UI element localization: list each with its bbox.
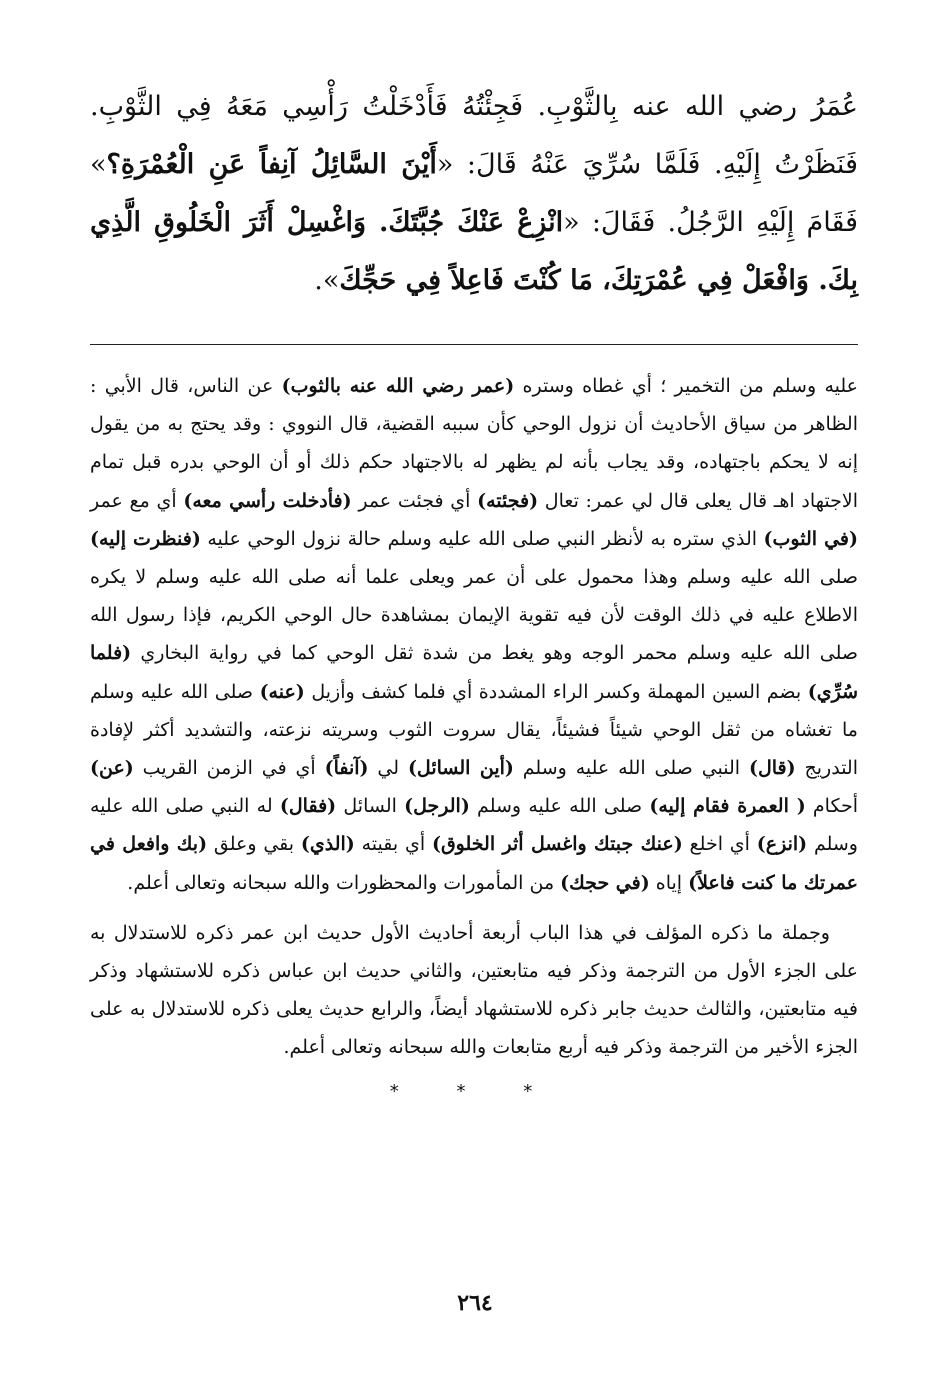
commentary-1-run-4: أي فجئت عمر (351, 489, 478, 512)
hadith-run-4: ». (314, 265, 340, 296)
commentary-1-run-19: (آنفاً) (324, 757, 369, 780)
commentary-1-run-38: من المأمورات والمحظورات والله سبحانه وتعالى أعلم. (127, 871, 561, 894)
commentary-1-run-25: (الرجل) (404, 795, 470, 818)
page-content (90, 78, 858, 1102)
hadith-run-2: » فَقَامَ إِلَيْهِ الرَّجُلُ. فَقَالَ: « (90, 149, 859, 238)
commentary-1-run-8: الذي ستره به لأنظر النبي صلى الله عليه وسلم حالة نزول الوحي عليه (200, 527, 764, 550)
commentary-1-run-27: (فقال) (279, 795, 337, 818)
commentary-1-run-17: (أين السائل) (407, 757, 514, 780)
commentary-1-run-13: (عنه) (259, 680, 305, 703)
hadith-run-3: انْزِعْ عَنْكَ جُبَّتَكَ. وَاغْسِلْ أَثَرَ الْخَلُوقِ الَّذِي بِكَ. وَافْعَلْ فِي عُمْرَتِكَ، مَا كُنْتَ فَاعِلاً فِي حَجِّكَ (90, 207, 858, 296)
commentary-1-run-23: ( العمرة فقام إليه) (649, 795, 806, 818)
hadith-run-1: أَيْنَ السَّائِلُ آنِفاً عَنِ الْعُمْرَةِ؟ (106, 149, 437, 180)
hadith-text (90, 78, 858, 310)
commentary-paragraph-1 (90, 367, 858, 902)
commentary-1-run-20: أي في الزمن القريب (133, 757, 325, 780)
commentary-1-run-11: (فلما سُرِّي) (90, 642, 859, 703)
commentary-1-run-29: (انزع) (756, 833, 808, 856)
hadith-run-0: عُمَرُ رضي الله عنه بِالثَّوْبِ. فَجِئْتُهُ فَأَدْخَلْتُ رَأْسِي مَعَهُ فِي الثَّوْبِ. فَنَظَرْتُ إِلَيْهِ. فَلَمَّا سُرِّيَ عَنْهُ قَالَ: « (90, 91, 858, 180)
commentary-1-run-7: (في الثوب) (763, 527, 858, 550)
commentary-1-run-12: بضم السين المهملة وكسر الراء المشددة أي فلما كشف وأزيل (304, 680, 808, 703)
commentary-1-run-5: (فأدخلت رأسي معه) (183, 489, 352, 512)
commentary-1-run-35: (بك وافعل في عمرتك ما كنت فاعلاً) (90, 833, 858, 894)
commentary-1-run-14: صلى الله عليه وسلم ما تغشاه من ثقل الوحي شيئاً فشيئاً، يقال سروت الثوب وسريته نزعته، والتشديد أكثر لإفادة التدريج (90, 680, 858, 780)
commentary-1-run-30: أي اخلع (682, 833, 757, 856)
commentary-1-run-0: عليه وسلم من التخمير ؛ أي غطاه وستره (514, 375, 858, 397)
commentary-1-run-26: السائل (336, 795, 405, 818)
commentary-1-run-16: النبي صلى الله عليه وسلم (513, 757, 749, 780)
commentary-1-run-31: (عنك جبتك واغسل أثر الخلوق) (431, 833, 683, 856)
commentary-1-run-37: (في حجك) (560, 871, 650, 894)
commentary-1-run-24: صلى الله عليه وسلم (469, 795, 650, 818)
commentary-paragraph-2: وجملة ما ذكره المؤلف في هذا الباب أربعة أحاديث الأول حديث ابن عمر ذكره للاستدلال به على الجزء الأول من الترجمة وذكر فيه متابعتين، والثاني حديث ابن عباس ذكره للاستشهاد وذكر فيه متابعتين، والثالث حديث جابر ذكره للاستشهاد أيضاً، والرابع حديث يعلى ذكره للاستدلال به على الجزء الأخير من الترجمة وذكر فيه أربع متابعات والله سبحانه وتعالى أعلم. (90, 921, 858, 1059)
commentary-1-run-10: صلى الله عليه وسلم وهذا محمول على أن عمر ويعلى علما أنه صلى الله عليه وسلم لا يكره الاطلاع عليه في ذلك الوقت لأن فيه تقوية الإيمان بمشاهدة حال الوحي الكريم، فإذا رسول الله صلى الله عليه وسلم محمر الوجه وهو يغط من شدة ثقل الوحي كما في رواية البخاري (90, 566, 858, 665)
commentary-1-run-28: له النبي صلى الله عليه وسلم (90, 795, 858, 856)
commentary-1-run-33: (الذي) (300, 833, 355, 856)
commentary-1-run-36: إياه (649, 871, 689, 894)
commentary-1-run-34: بقي وعلق (207, 833, 301, 856)
commentary-1-run-6: أي مع عمر (90, 489, 184, 512)
commentary-1-run-3: (فجئته) (477, 489, 539, 512)
commentary-1-run-21: (عن) (90, 757, 134, 780)
commentary-1-run-32: أي بقيته (354, 833, 432, 856)
commentary-1-run-15: (قال) (748, 757, 796, 780)
commentary (90, 367, 858, 1067)
commentary-1-run-1: (عمر رضي الله عنه بالثوب) (281, 375, 515, 397)
commentary-1-run-18: لي (368, 757, 408, 780)
commentary-1-run-9: (فنظرت إليه) (90, 527, 201, 550)
page-number: ٢٦٤ (457, 1290, 493, 1316)
commentary-1-run-22: أحكام (805, 795, 858, 818)
commentary-1-run-2: عن الناس، قال الأبي : الظاهر من سياق الأحاديث أن نزول الوحي كأن سببه القضية، قال النووي : وقد يحتج به من يقول إنه لا يحكم باجتهاده، وقد يجاب بأنه لم يظهر له بالاجتهاد حكم ذلك أو أن الوحي بدره قبل تمام الاجتهاد اهـ قال يعلى قال لي عمر: تعال (90, 375, 858, 512)
footnote-divider (90, 344, 858, 345)
section-separator: * * * (389, 1080, 559, 1102)
